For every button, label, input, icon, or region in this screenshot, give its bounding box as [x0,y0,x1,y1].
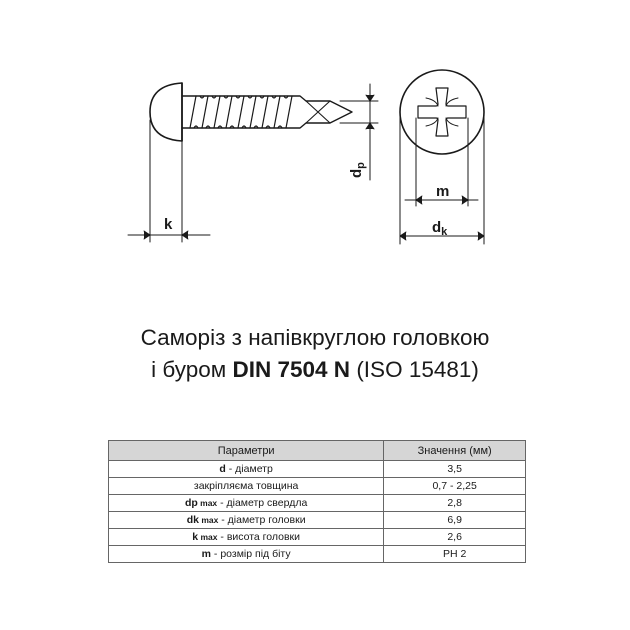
dk-dimension [400,112,484,244]
table-row [109,529,526,546]
table-row [109,478,526,495]
dk-label: $d_k$ [432,219,448,238]
title-line-1: Саморіз з напівкруглою головкою [140,325,490,350]
table-row [109,512,526,529]
parameter-cell: m - розмір під біту [109,546,384,563]
parameter-cell: d - діаметр [109,461,384,478]
phillips-recess [418,88,466,136]
specifications-table [108,440,526,563]
standard-code: DIN 7504 N [232,357,351,382]
parameter-cell: закріпляєма товщина [109,478,384,495]
m-label: m [436,183,450,200]
screw-threads [190,96,292,128]
screw-head-top-view [400,70,484,154]
k-label: k [164,216,173,233]
value-cell: 6,9 [384,512,526,529]
parameter-cell: dk max - діаметр головки [109,512,384,529]
table-row [109,546,526,563]
value-cell: 2,8 [384,495,526,512]
value-cell: 2,6 [384,529,526,546]
parameter-cell: k max - висота головки [109,529,384,546]
table-row [109,495,526,512]
value-cell: 3,5 [384,461,526,478]
table-row [109,461,526,478]
column-header-parameters: Параметри [109,441,384,461]
value-cell: 0,7 - 2,25 [384,478,526,495]
screw-head-side-view [150,83,182,141]
product-title [0,322,630,386]
parameter-cell: dp max - діаметр свердла [109,495,384,512]
dp-label: $d_p$ [348,162,367,178]
column-header-values: Значення (мм) [384,441,526,461]
screw-technical-drawing [0,0,630,300]
drill-tip [306,101,330,123]
title-line-2: і буром DIN 7504 N (ISO 15481) [151,357,479,382]
value-cell: PH 2 [384,546,526,563]
table-header-row [109,441,526,461]
